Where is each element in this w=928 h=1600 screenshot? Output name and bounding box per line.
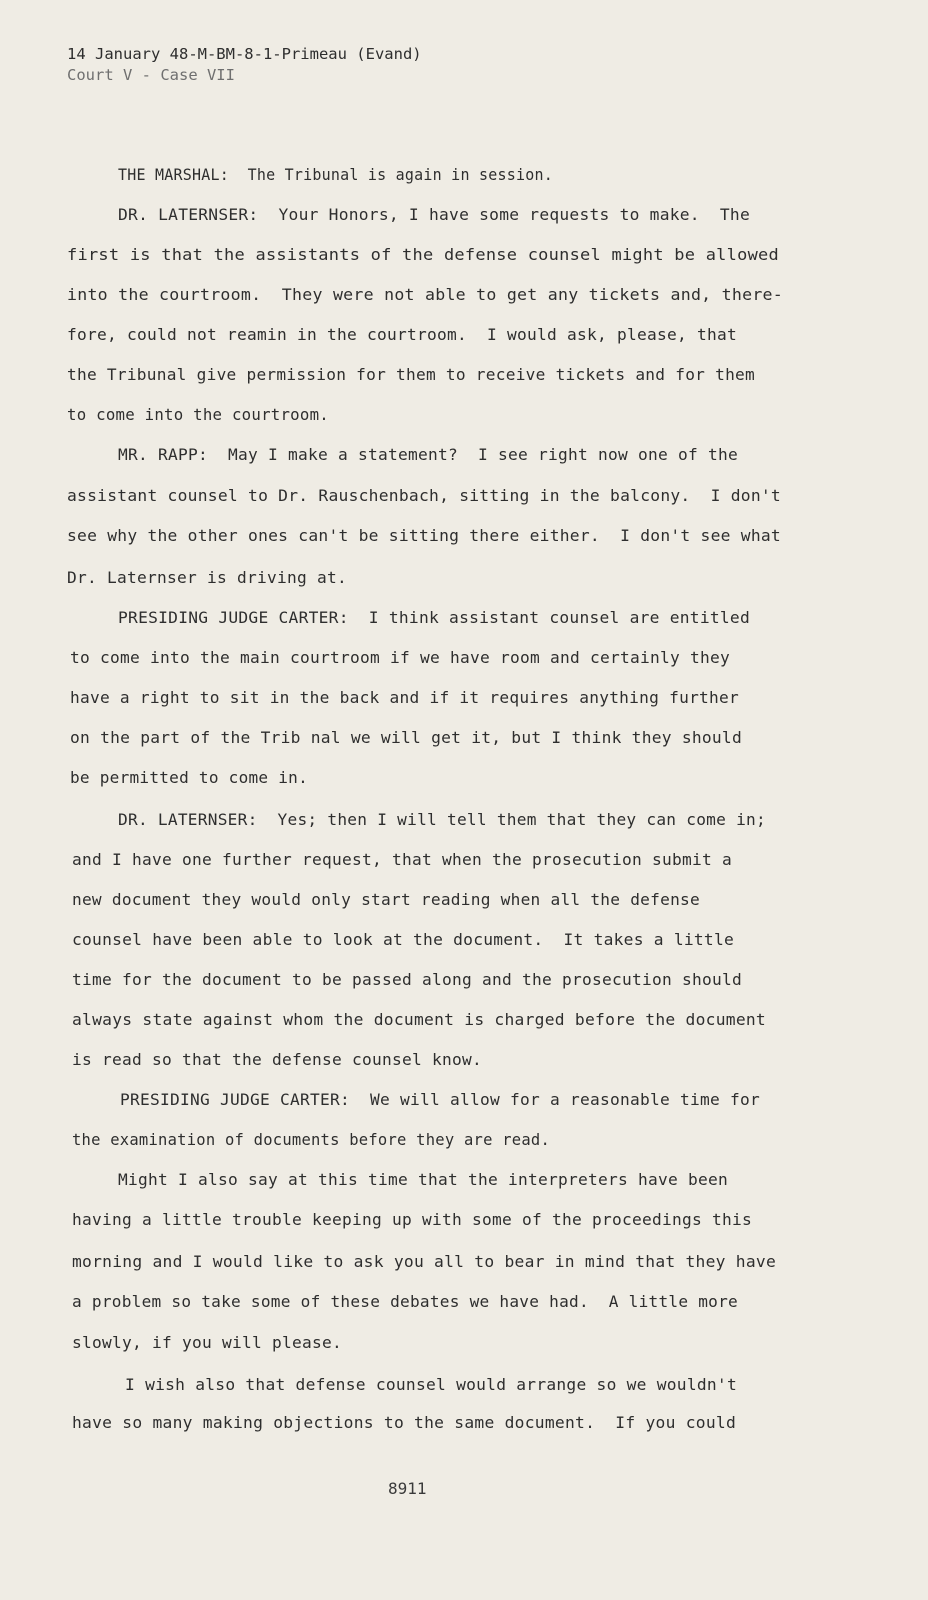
- transcript-line: new document they would only start reading when all the defense: [72, 890, 700, 909]
- transcript-line: DR. LATERNSER: Your Honors, I have some requests to make. The: [118, 205, 750, 224]
- transcript-line: MR. RAPP: May I make a statement? I see right now one of the: [118, 445, 738, 464]
- transcript-line: have a right to sit in the back and if it requires anything further: [70, 688, 739, 707]
- transcript-line: Might I also say at this time that the interpreters have been: [118, 1170, 728, 1189]
- transcript-line: morning and I would like to ask you all to bear in mind that they have: [72, 1252, 776, 1271]
- header-reference-line: 14 January 48-M-BM-8-1-Primeau (Evand): [67, 45, 422, 63]
- transcript-line: to come into the courtroom.: [67, 405, 329, 424]
- transcript-line: I wish also that defense counsel would arrange so we wouldn't: [125, 1375, 737, 1394]
- transcript-line: PRESIDING JUDGE CARTER: I think assistant counsel are entitled: [118, 608, 750, 627]
- transcript-line: have so many making objections to the same document. If you could: [72, 1413, 737, 1432]
- page-number: 8911: [388, 1479, 427, 1498]
- transcript-line: is read so that the defense counsel know.: [72, 1050, 482, 1069]
- transcript-line: and I have one further request, that when the prosecution submit a: [72, 850, 732, 869]
- transcript-line: time for the document to be passed along and the prosecution should: [72, 970, 743, 989]
- transcript-line: into the courtroom. They were not able to get any tickets and, there-: [67, 285, 783, 304]
- header-court-case-line: Court V - Case VII: [67, 66, 235, 84]
- transcript-line: counsel have been able to look at the document. It takes a little: [72, 930, 734, 949]
- transcript-line: to come into the main courtroom if we have room and certainly they: [70, 648, 730, 667]
- transcript-line: slowly, if you will please.: [72, 1333, 342, 1352]
- transcript-line: be permitted to come in.: [70, 768, 308, 787]
- transcript-line: THE MARSHAL: The Tribunal is again in session.: [118, 165, 553, 184]
- transcript-line: DR. LATERNSER: Yes; then I will tell them that they can come in;: [118, 810, 767, 829]
- transcript-line: on the part of the Trib nal we will get it, but I think they should: [70, 728, 742, 747]
- transcript-line: having a little trouble keeping up with some of the proceedings this: [72, 1210, 752, 1229]
- transcript-line: the examination of documents before they are read.: [72, 1130, 550, 1149]
- transcript-line: fore, could not reamin in the courtroom. I would ask, please, that: [67, 325, 738, 344]
- transcript-line: see why the other ones can't be sitting there either. I don't see what: [67, 526, 781, 545]
- transcript-line: PRESIDING JUDGE CARTER: We will allow for a reasonable time for: [120, 1090, 760, 1109]
- document-header: [67, 44, 422, 86]
- transcript-line: a problem so take some of these debates we have had. A little more: [72, 1292, 738, 1311]
- transcript-line: first is that the assistants of the defense counsel might be allowed: [67, 245, 780, 264]
- transcript-line: assistant counsel to Dr. Rauschenbach, sitting in the balcony. I don't: [67, 486, 781, 505]
- transcript-line: the Tribunal give permission for them to receive tickets and for them: [67, 365, 756, 384]
- transcript-line: Dr. Laternser is driving at.: [67, 568, 347, 587]
- transcript-line: always state against whom the document is charged before the document: [72, 1010, 766, 1029]
